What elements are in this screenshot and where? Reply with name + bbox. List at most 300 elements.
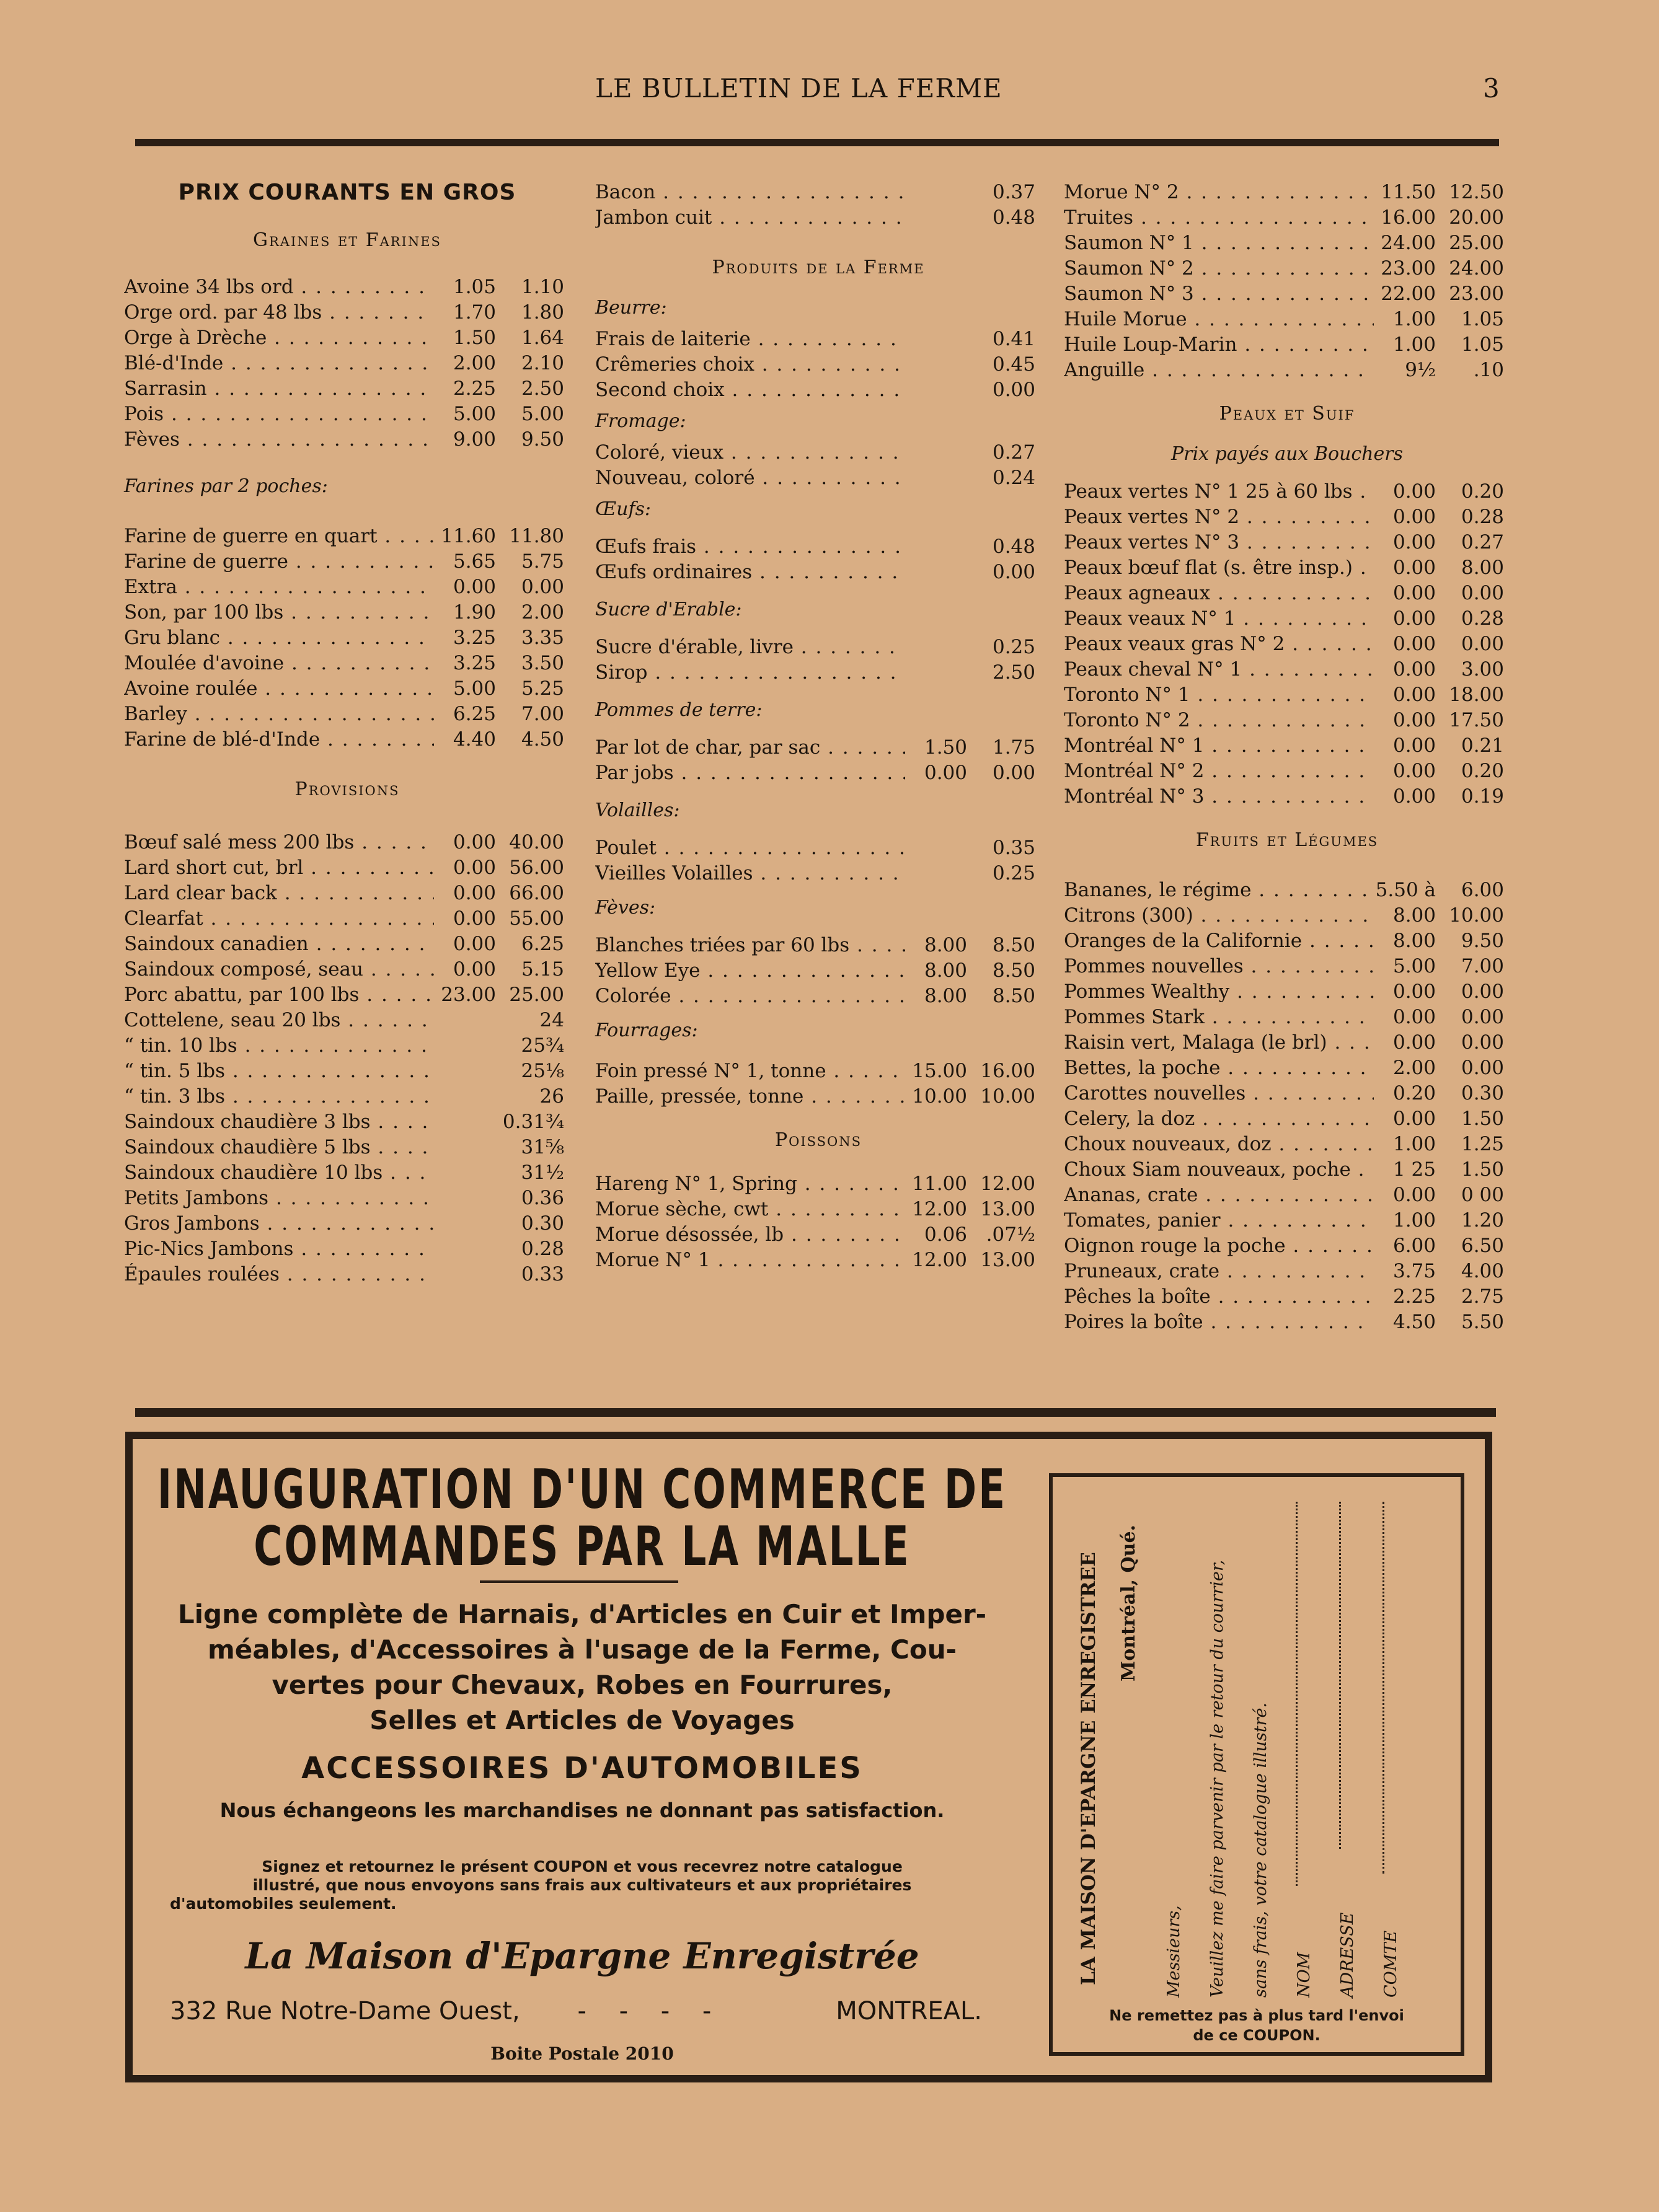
price-low: 0.00 [1392,1108,1436,1130]
ad-echange: Nous échangeons les marchandises ne donnant pas satisfaction. [219,1799,945,1822]
price-low: 1 25 [1392,1158,1436,1181]
item-name [124,703,434,725]
price-high: 0.27 [1461,531,1504,553]
item-name-text: Peaux veaux N° 1 [1064,607,1236,630]
item-name [1064,785,1374,808]
price-low: 0.00 [1392,709,1436,731]
price-high: 0 00 [1461,1184,1504,1206]
price-row [595,762,1042,787]
price-high: 1.64 [521,327,564,349]
item-name-text: Saumon N° 2 [1064,257,1194,280]
coupon-nom-field[interactable] [1296,1502,1300,1886]
ad-signez-line-1: Signez et retournez le présent COUPON et vous recevrez notre catalogue [262,1857,903,1875]
item-name [124,907,434,930]
item-name-text: Avoine 34 lbs ord [124,276,294,298]
price-high: 0.00 [1461,582,1504,604]
price-row [124,984,570,1009]
item-name-text: Vieilles Volailles [595,862,753,884]
item-name-text: Peaux agneaux [1064,582,1211,604]
item-name [1064,633,1374,655]
price-row [124,857,570,882]
subheading-volailles: Volailles: [595,800,680,821]
price-low: 8.00 [924,985,967,1007]
list-fruits [1064,879,1510,1336]
item-name-text: Épaules roulées [124,1263,280,1285]
item-name [1064,734,1374,757]
item-name [1064,257,1374,280]
price-row [1064,1158,1510,1184]
item-name-text: Morue N° 1 [595,1249,710,1271]
price-high: 0.41 [992,328,1035,350]
item-name [595,353,905,376]
price-row [1064,506,1510,531]
column-2 [595,181,1042,1274]
item-name [595,1223,905,1246]
price-low: 1.00 [1392,1133,1436,1155]
price-high: 2.75 [1461,1285,1504,1308]
price-row [124,525,570,550]
price-row [1064,1006,1510,1031]
section-heading-graines: Graines et Farines [253,229,441,251]
newspaper-title: LE BULLETIN DE LA FERME [595,73,1002,104]
item-name-text: Avoine roulée [124,677,258,700]
price-low: 3.25 [453,652,496,674]
price-high: 25.00 [509,984,564,1006]
item-name [1064,760,1374,782]
item-name [124,576,434,598]
price-high: 24.00 [1449,257,1504,280]
price-low: 0.00 [453,907,496,930]
list-fromage [595,441,1042,492]
price-low: 0.00 [453,831,496,853]
item-name-text: Gros Jambons [124,1212,260,1235]
subheading-sucre: Sucre d'Erable: [595,599,742,620]
item-name [595,535,905,558]
price-low: 8.00 [924,959,967,982]
item-name [1064,1082,1374,1104]
price-low: 1.50 [453,327,496,349]
price-row [124,1060,570,1085]
price-row [1064,607,1510,633]
item-name-text: Œufs ordinaires [595,561,753,583]
price-row [595,636,1042,661]
price-row [595,1249,1042,1274]
price-low: 23.00 [441,984,496,1006]
item-name [1064,1235,1374,1257]
price-high: 0.28 [1461,506,1504,528]
item-name [595,206,905,229]
item-name-text: Toronto N° 2 [1064,709,1190,731]
item-name-text: Saindoux chaudière 10 lbs [124,1161,383,1184]
item-name-text: Peaux vertes N° 3 [1064,531,1240,553]
price-high: 0.24 [992,467,1035,489]
price-row [124,1009,570,1034]
item-name-text: Sirop [595,661,648,684]
price-low: 0.00 [453,857,496,879]
item-name [595,837,905,859]
price-row [1064,1260,1510,1285]
subheading-peaux: Prix payés aux Bouchers [1170,443,1403,465]
price-row [1064,308,1510,333]
item-name-text: Morue N° 2 [1064,181,1179,203]
item-name-text: Peaux veaux gras N° 2 [1064,633,1285,655]
coupon-city: Montréal, Qué. [1118,1525,1139,1681]
item-name [124,550,434,573]
item-name [1064,1057,1374,1079]
item-name-text: “ tin. 10 lbs [124,1034,237,1057]
item-name-text: Peaux bœuf flat (s. être insp.) [1064,557,1353,579]
price-row [1064,206,1510,232]
price-row [1064,879,1510,904]
price-low: 0.00 [1392,506,1436,528]
item-name-text: Saindoux composé, seau [124,958,364,980]
item-name-text: Pêches la boîte [1064,1285,1211,1308]
ad-dashes: - - - - [577,1997,724,2025]
price-low: 0.00 [1392,633,1436,655]
item-name-text: Pruneaux, crate [1064,1260,1220,1282]
item-name [1064,1209,1374,1232]
list-farines [124,525,570,754]
price-row [124,377,570,403]
price-low: 9.00 [453,428,496,451]
item-name-text: Jambon cuit [595,206,712,229]
item-name [1064,181,1374,203]
item-name [124,1111,434,1133]
item-name [124,1238,434,1260]
price-low: 0.00 [1392,785,1436,808]
price-row [1064,480,1510,506]
ad-company: La Maison d'Epargne Enregistrée [245,1935,919,1977]
item-name-text: Pois [124,403,164,425]
price-low: 8.00 [1392,930,1436,952]
coupon-company: LA MAISON D'EPARGNE ENREGISTREE [1077,1552,1100,1985]
section-heading-farines: Farines par 2 poches: [124,475,328,497]
price-low: 0.00 [453,933,496,955]
price-low: 0.00 [453,958,496,980]
item-name-text: Farine de guerre en quart [124,525,378,547]
list-graines [124,276,570,454]
item-name [595,862,905,884]
price-high: 0.00 [1461,1031,1504,1054]
price-low: 9½ [1405,359,1436,381]
price-high: 0.25 [992,862,1035,884]
item-name-text: Choux nouveaux, doz [1064,1133,1272,1155]
price-low: 5.00 [1392,955,1436,977]
price-row [124,907,570,933]
price-row [595,561,1042,586]
item-name [1064,904,1374,927]
list-poissons [595,1173,1042,1274]
price-high: 5.00 [521,403,564,425]
price-row [1064,785,1510,811]
price-low: 0.00 [1392,582,1436,604]
price-high: 4.00 [1461,1260,1504,1282]
price-high: 5.25 [521,677,564,700]
price-low: 0.00 [924,762,967,784]
price-row [595,1173,1042,1198]
item-name [1064,206,1374,229]
item-name-text: Par jobs [595,762,674,784]
price-high: 6.00 [1461,879,1504,901]
price-high: 12.00 [980,1173,1035,1195]
price-row [124,428,570,454]
price-high: 0.33 [521,1263,564,1285]
list-sucre [595,636,1042,687]
item-name-text: Saumon N° 3 [1064,283,1194,305]
item-name [1064,607,1374,630]
item-name [124,831,434,853]
price-high: 25⅛ [521,1060,564,1082]
price-row [124,1111,570,1136]
price-high: 7.00 [1461,955,1504,977]
section-heading-provisions: Provisions [294,778,400,800]
price-high: 56.00 [509,857,564,879]
item-name [1064,283,1374,305]
price-high: 0.48 [992,206,1035,229]
price-row [1064,904,1510,930]
item-name [1064,1311,1374,1333]
item-name-text: Colorée [595,985,671,1007]
item-name [1064,308,1374,330]
price-low: 2.00 [1392,1057,1436,1079]
item-name-text: Peaux cheval N° 1 [1064,658,1242,681]
price-high: 0.20 [1461,760,1504,782]
item-name-text: Montréal N° 3 [1064,785,1205,808]
price-row [595,379,1042,404]
item-name [1064,232,1374,254]
price-high: 9.50 [1461,930,1504,952]
list-pommes [595,736,1042,787]
price-row [1064,359,1510,384]
price-row [1064,1133,1510,1158]
subheading-beurre: Beurre: [595,297,667,319]
price-row [1064,1311,1510,1336]
coupon-footer-line-2: de ce COUPON. [1193,2027,1321,2044]
price-row [124,728,570,754]
item-name-text: Orge à Drèche [124,327,267,349]
price-high: 25¾ [521,1034,564,1057]
price-row [124,1263,570,1289]
price-high: 0.25 [992,636,1035,658]
price-low: 3.75 [1392,1260,1436,1282]
item-name-text: Gru blanc [124,627,220,649]
price-high: 26 [539,1085,564,1108]
price-high: 3.35 [521,627,564,649]
item-name-text: Raisin vert, Malaga (le brl) [1064,1031,1327,1054]
item-name-text: “ tin. 3 lbs [124,1085,225,1108]
price-row [124,627,570,652]
item-name-text: Sucre d'érable, livre [595,636,794,658]
price-row [595,353,1042,379]
price-low: 2.25 [453,377,496,400]
price-high: 23.00 [1449,283,1504,305]
item-name-text: Saumon N° 1 [1064,232,1194,254]
item-name-text: Crêmeries choix [595,353,754,376]
price-low: 22.00 [1381,283,1436,305]
price-high: 0.37 [992,181,1035,203]
price-row [124,576,570,601]
price-high: 0.21 [1461,734,1504,757]
price-high: 1.10 [521,276,564,298]
item-name-text: Ananas, crate [1064,1184,1198,1206]
price-high: 8.50 [992,934,1035,956]
price-high: 16.00 [980,1060,1035,1082]
item-name [1064,1260,1374,1282]
price-high: 2.00 [521,601,564,624]
price-low: 1.70 [453,301,496,324]
price-row [1064,1082,1510,1108]
price-row [124,1238,570,1263]
price-high: .07½ [986,1223,1035,1246]
price-high: 8.50 [992,959,1035,982]
coupon-footer-line-1: Ne remettez pas à plus tard l'envoi [1109,2007,1404,2024]
price-high: 0.30 [1461,1082,1504,1104]
price-high: 0.00 [992,762,1035,784]
item-name [124,601,434,624]
item-name [1064,333,1374,356]
item-name-text: Peaux vertes N° 1 25 à 60 lbs [1064,480,1353,503]
page-number: 3 [1483,73,1500,104]
price-low: 5.50 à [1375,879,1436,901]
item-name-text: Blé-d'Inde [124,352,224,374]
price-low: 4.40 [453,728,496,751]
item-name-text: Barley [124,703,187,725]
item-name [595,441,905,464]
ad-address: 332 Rue Notre-Dame Ouest, [170,1997,520,2025]
price-low: 23.00 [1381,257,1436,280]
price-row [124,1187,570,1212]
item-name [595,379,905,401]
column-3 [1064,181,1510,1336]
price-row [124,831,570,857]
item-name [595,1060,905,1082]
item-name-text: Toronto N° 1 [1064,684,1190,706]
price-row [124,352,570,377]
price-high: 13.00 [980,1249,1035,1271]
price-row [124,601,570,627]
price-high: 40.00 [509,831,564,853]
price-row [124,276,570,301]
item-name [1064,1031,1374,1054]
item-name-text: Huile Loup-Marin [1064,333,1237,356]
price-row [595,328,1042,353]
price-high: 0.00 [1461,980,1504,1003]
price-high: 5.15 [521,958,564,980]
item-name-text: Bœuf salé mess 200 lbs [124,831,355,853]
ad-signez-line-2: illustré, que nous envoyons sans frais aux cultivateurs et aux propriétaires [252,1876,912,1894]
price-low: 5.65 [453,550,496,573]
item-name-text: Bacon [595,181,656,203]
price-high: 0.00 [1461,633,1504,655]
item-name [1064,557,1374,579]
price-low: 8.00 [1392,904,1436,927]
price-high: .10 [1473,359,1504,381]
price-row [124,1161,570,1187]
ad-title-line-2: COMMANDES PAR LA MALLE [254,1514,911,1579]
list-feves [595,934,1042,1010]
ad-desc-line-4: Selles et Articles de Voyages [369,1705,795,1735]
price-high: 0.00 [521,576,564,598]
item-name-text: Sarrasin [124,377,207,400]
price-high: 7.00 [521,703,564,725]
price-low: 11.50 [1381,181,1436,203]
price-high: 66.00 [509,882,564,904]
item-name [595,736,905,759]
item-name [1064,658,1374,681]
item-name-text: Choux Siam nouveaux, poche [1064,1158,1351,1181]
price-low: 11.00 [912,1173,967,1195]
price-low: 1.05 [453,276,496,298]
price-low: 1.00 [1392,333,1436,356]
ad-boite: Boite Postale 2010 [490,2043,674,2064]
item-name-text: Petits Jambons [124,1187,269,1209]
price-high: 10.00 [1449,904,1504,927]
price-row [124,403,570,428]
price-row [595,862,1042,888]
price-low: 12.00 [912,1198,967,1220]
price-row [1064,980,1510,1006]
price-high: 8.50 [992,985,1035,1007]
price-low: 1.90 [453,601,496,624]
coupon-adresse-field[interactable] [1339,1502,1343,1849]
item-name-text: Farine de blé-d'Inde [124,728,321,751]
ad-address-line [170,1997,1032,2025]
price-row [1064,684,1510,709]
price-low: 0.00 [1392,734,1436,757]
price-list-title: PRIX COURANTS EN GROS [178,180,516,205]
coupon-nom-label: NOM [1294,1952,1314,1998]
item-name-text: Oignon rouge la poche [1064,1235,1286,1257]
price-low: 0.00 [1392,1184,1436,1206]
item-name [124,1263,434,1285]
coupon[interactable] [1049,1473,1464,2056]
price-row [595,985,1042,1010]
item-name-text: Saindoux chaudière 5 lbs [124,1136,371,1158]
item-name [124,1034,434,1057]
price-high: 0.36 [521,1187,564,1209]
price-high: 5.75 [521,550,564,573]
price-row [124,652,570,677]
item-name [1064,480,1374,503]
item-name-text: Poires la boîte [1064,1311,1203,1333]
price-low: 0.00 [453,882,496,904]
section-heading-poissons: Poissons [774,1129,862,1151]
item-name-text: Orge ord. par 48 lbs [124,301,322,324]
price-row [595,1060,1042,1085]
price-row [595,1085,1042,1111]
item-name [595,1085,905,1108]
price-high: 0.30 [521,1212,564,1235]
coupon-comte-field[interactable] [1382,1502,1387,1874]
price-high: 10.00 [980,1085,1035,1108]
price-low: 8.00 [924,934,967,956]
item-name [1064,1158,1374,1181]
price-row [1064,232,1510,257]
price-row [124,958,570,984]
price-high: 0.28 [1461,607,1504,630]
price-low: 0.00 [1392,607,1436,630]
price-high: 0.35 [992,837,1035,859]
item-name [124,301,434,324]
ad-desc-line-3: vertes pour Chevaux, Robes en Fourrures, [272,1670,893,1700]
price-low: 16.00 [1381,206,1436,229]
price-low: 0.00 [1392,1031,1436,1054]
item-name [595,636,905,658]
price-high: 2.50 [992,661,1035,684]
price-row [1064,283,1510,308]
item-name-text: Par lot de char, par sac [595,736,821,759]
price-high: 0.28 [521,1238,564,1260]
